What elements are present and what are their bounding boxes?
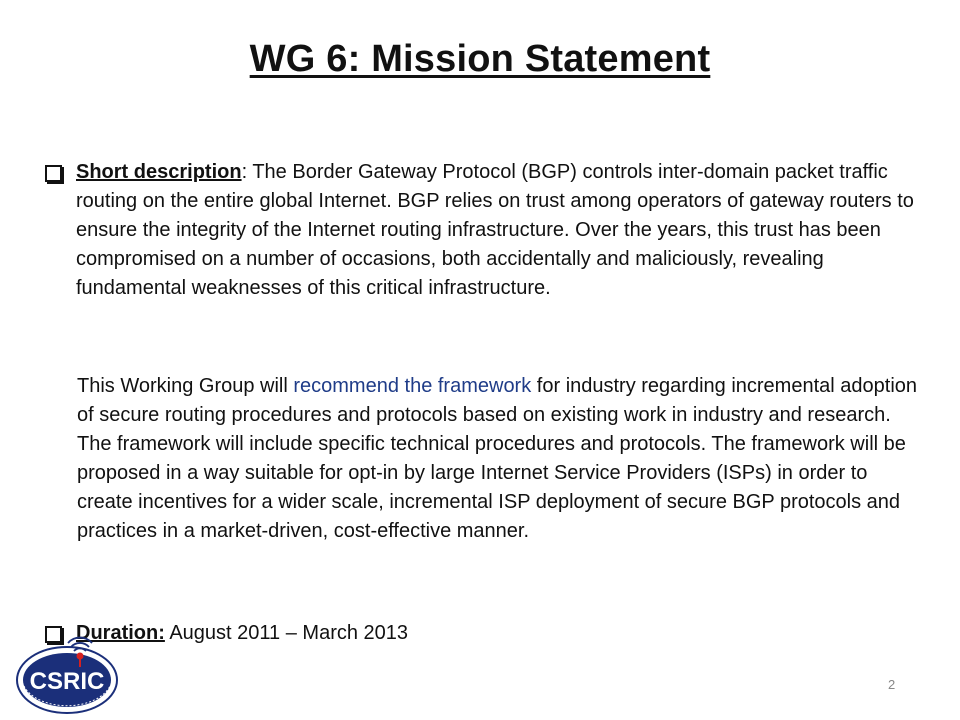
slide-number: 2 <box>888 677 896 692</box>
csric-logo <box>14 636 120 716</box>
paragraph-highlight: recommend the framework <box>293 375 532 397</box>
logo-wordmark: CSRIC <box>29 668 105 695</box>
paragraph-body: for industry regarding incremental adoption of secure routing procedures and protocols based on existing work in industry and research. The framework will include specific technical procedures and protocols. The framework will be proposed in a way suitable for opt-in by large Internet Service Providers (ISPs) in order to create incentives for a wider scale, incremental ISP deployment of secure BGP protocols and practices in a market-driven, cost-effective manner. <box>77 375 918 542</box>
short-description-text <box>76 158 915 303</box>
short-description-body: The Border Gateway Protocol (BGP) controls inter-domain packet traffic routing on the entire global Internet. BGP relies on trust among operators of gateway routers to ensure the integrity of the Internet routing infrastructure. Over the years, this trust has been compromised on a number of occasions, both accidentally and maliciously, revealing fundamental weaknesses of this critical infrastructure. <box>76 161 914 299</box>
paragraph-intro: This Working Group will <box>77 375 294 397</box>
checkbox-bullet-icon <box>45 165 62 182</box>
short-description-label: Short description <box>76 161 242 183</box>
duration-value: August 2011 – March 2013 <box>164 622 409 644</box>
bullet-duration <box>45 619 915 648</box>
working-group-paragraph <box>77 372 927 546</box>
bullet-short-description <box>45 158 915 303</box>
short-description-separator: : <box>241 161 253 183</box>
slide-title: WG 6: Mission Statement <box>249 38 711 80</box>
logo-dot-icon <box>77 653 84 660</box>
duration-text <box>76 619 408 648</box>
duration-label: Duration: <box>76 622 165 644</box>
